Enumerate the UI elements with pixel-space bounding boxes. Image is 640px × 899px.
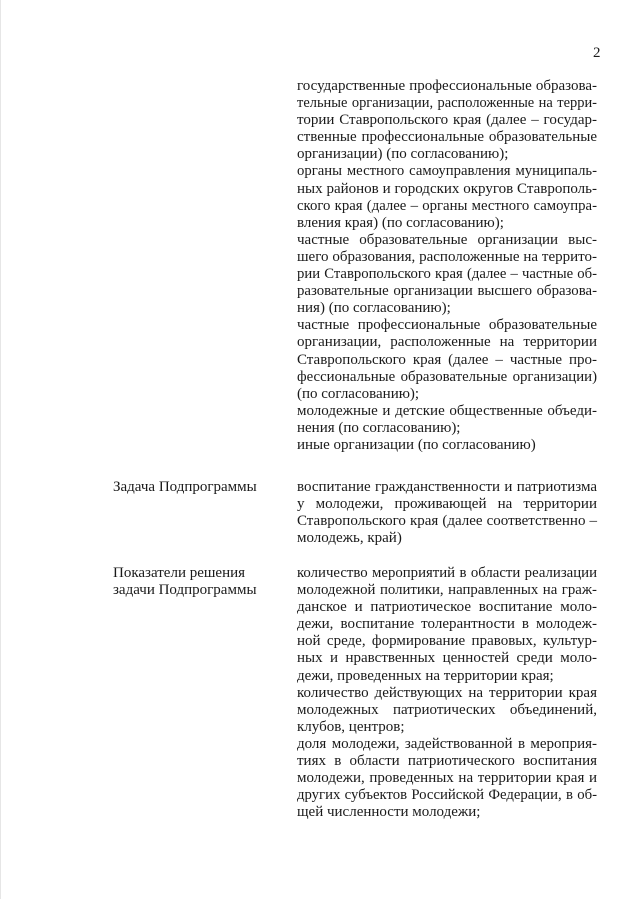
text-line: Ставропольского края (далее – частные про- bbox=[297, 351, 597, 368]
text-line: количество мероприятий в области реализации bbox=[297, 565, 597, 581]
participants-text bbox=[297, 78, 597, 454]
indicators-label bbox=[113, 565, 283, 599]
text-line: молодежи, проведенных на территории края и bbox=[297, 770, 597, 787]
text-line: количество действующих на территории края bbox=[297, 684, 597, 701]
text-line: клубов, центров; bbox=[297, 718, 405, 735]
text-line: молодежь, край) bbox=[297, 530, 402, 547]
text-line: дежи, воспитание толерантности в молодеж- bbox=[297, 616, 597, 633]
text-line: тельные организации, расположенные на терри- bbox=[297, 95, 597, 112]
text-line: организации, расположенные на территории bbox=[297, 334, 597, 351]
text-line: фессиональные образовательные организации) bbox=[297, 368, 597, 385]
text-line: государственные профессиональные образова- bbox=[297, 78, 597, 94]
text-line: ния) (по согласованию); bbox=[297, 300, 451, 317]
label-line: Показатели решения bbox=[113, 565, 246, 581]
label-line: задачи Подпрограммы bbox=[113, 582, 257, 599]
text-line: ных и нравственных ценностей среди моло- bbox=[297, 650, 597, 667]
text-line: рии Ставропольского края (далее – частные об- bbox=[297, 266, 597, 283]
text-line: ной среде, формирование правовых, культур- bbox=[297, 633, 597, 650]
text-line: организации) (по согласованию); bbox=[297, 146, 509, 163]
indicators-text bbox=[297, 565, 597, 821]
text-line: других субъектов Российской Федерации, в об- bbox=[297, 787, 597, 804]
text-line: разовательные организации высшего образова- bbox=[297, 283, 597, 300]
text-line: молодежные и детские общественные объеди- bbox=[297, 402, 597, 419]
text-line: (по согласованию); bbox=[297, 385, 420, 402]
text-line: органы местного самоуправления муниципаль- bbox=[297, 163, 597, 180]
text-line: ского края (далее – органы местного самоупра- bbox=[297, 197, 597, 214]
text-line: нения (по согласованию); bbox=[297, 419, 461, 436]
page-number: 2 bbox=[593, 45, 601, 61]
label-line: Задача Подпрограммы bbox=[113, 479, 257, 495]
task-label bbox=[113, 479, 283, 496]
text-line: иные организации (по согласованию) bbox=[297, 436, 536, 453]
text-line: ных районов и городских округов Ставрополь- bbox=[297, 180, 597, 197]
text-line: тории Ставропольского края (далее – государ- bbox=[297, 112, 597, 129]
text-line: вления края) (по согласованию); bbox=[297, 214, 504, 231]
scan-edge bbox=[0, 0, 1, 899]
text-line: тиях в области патриотического воспитания bbox=[297, 753, 597, 770]
text-line: дежи, проведенных на территории края; bbox=[297, 667, 554, 684]
text-line: частные образовательные организации выс- bbox=[297, 231, 597, 248]
text-line: Ставропольского края (далее соответственно – bbox=[297, 513, 597, 530]
text-line: щей численности молодежи; bbox=[297, 804, 481, 821]
text-line: шего образования, расположенные на террито- bbox=[297, 248, 597, 265]
text-line: у молодежи, проживающей на территории bbox=[297, 496, 597, 513]
text-line: доля молодежи, задействованной в мероприя- bbox=[297, 735, 597, 752]
task-text bbox=[297, 479, 597, 547]
text-line: данское и патриотическое воспитание моло- bbox=[297, 599, 597, 616]
text-line: воспитание гражданственности и патриотизма bbox=[297, 479, 597, 495]
text-line: частные профессиональные образовательные bbox=[297, 317, 597, 334]
text-line: молодежных патриотических объединений, bbox=[297, 701, 597, 718]
text-line: молодежной политики, направленных на граж- bbox=[297, 582, 597, 599]
text-line: ственные профессиональные образовательные bbox=[297, 129, 597, 146]
